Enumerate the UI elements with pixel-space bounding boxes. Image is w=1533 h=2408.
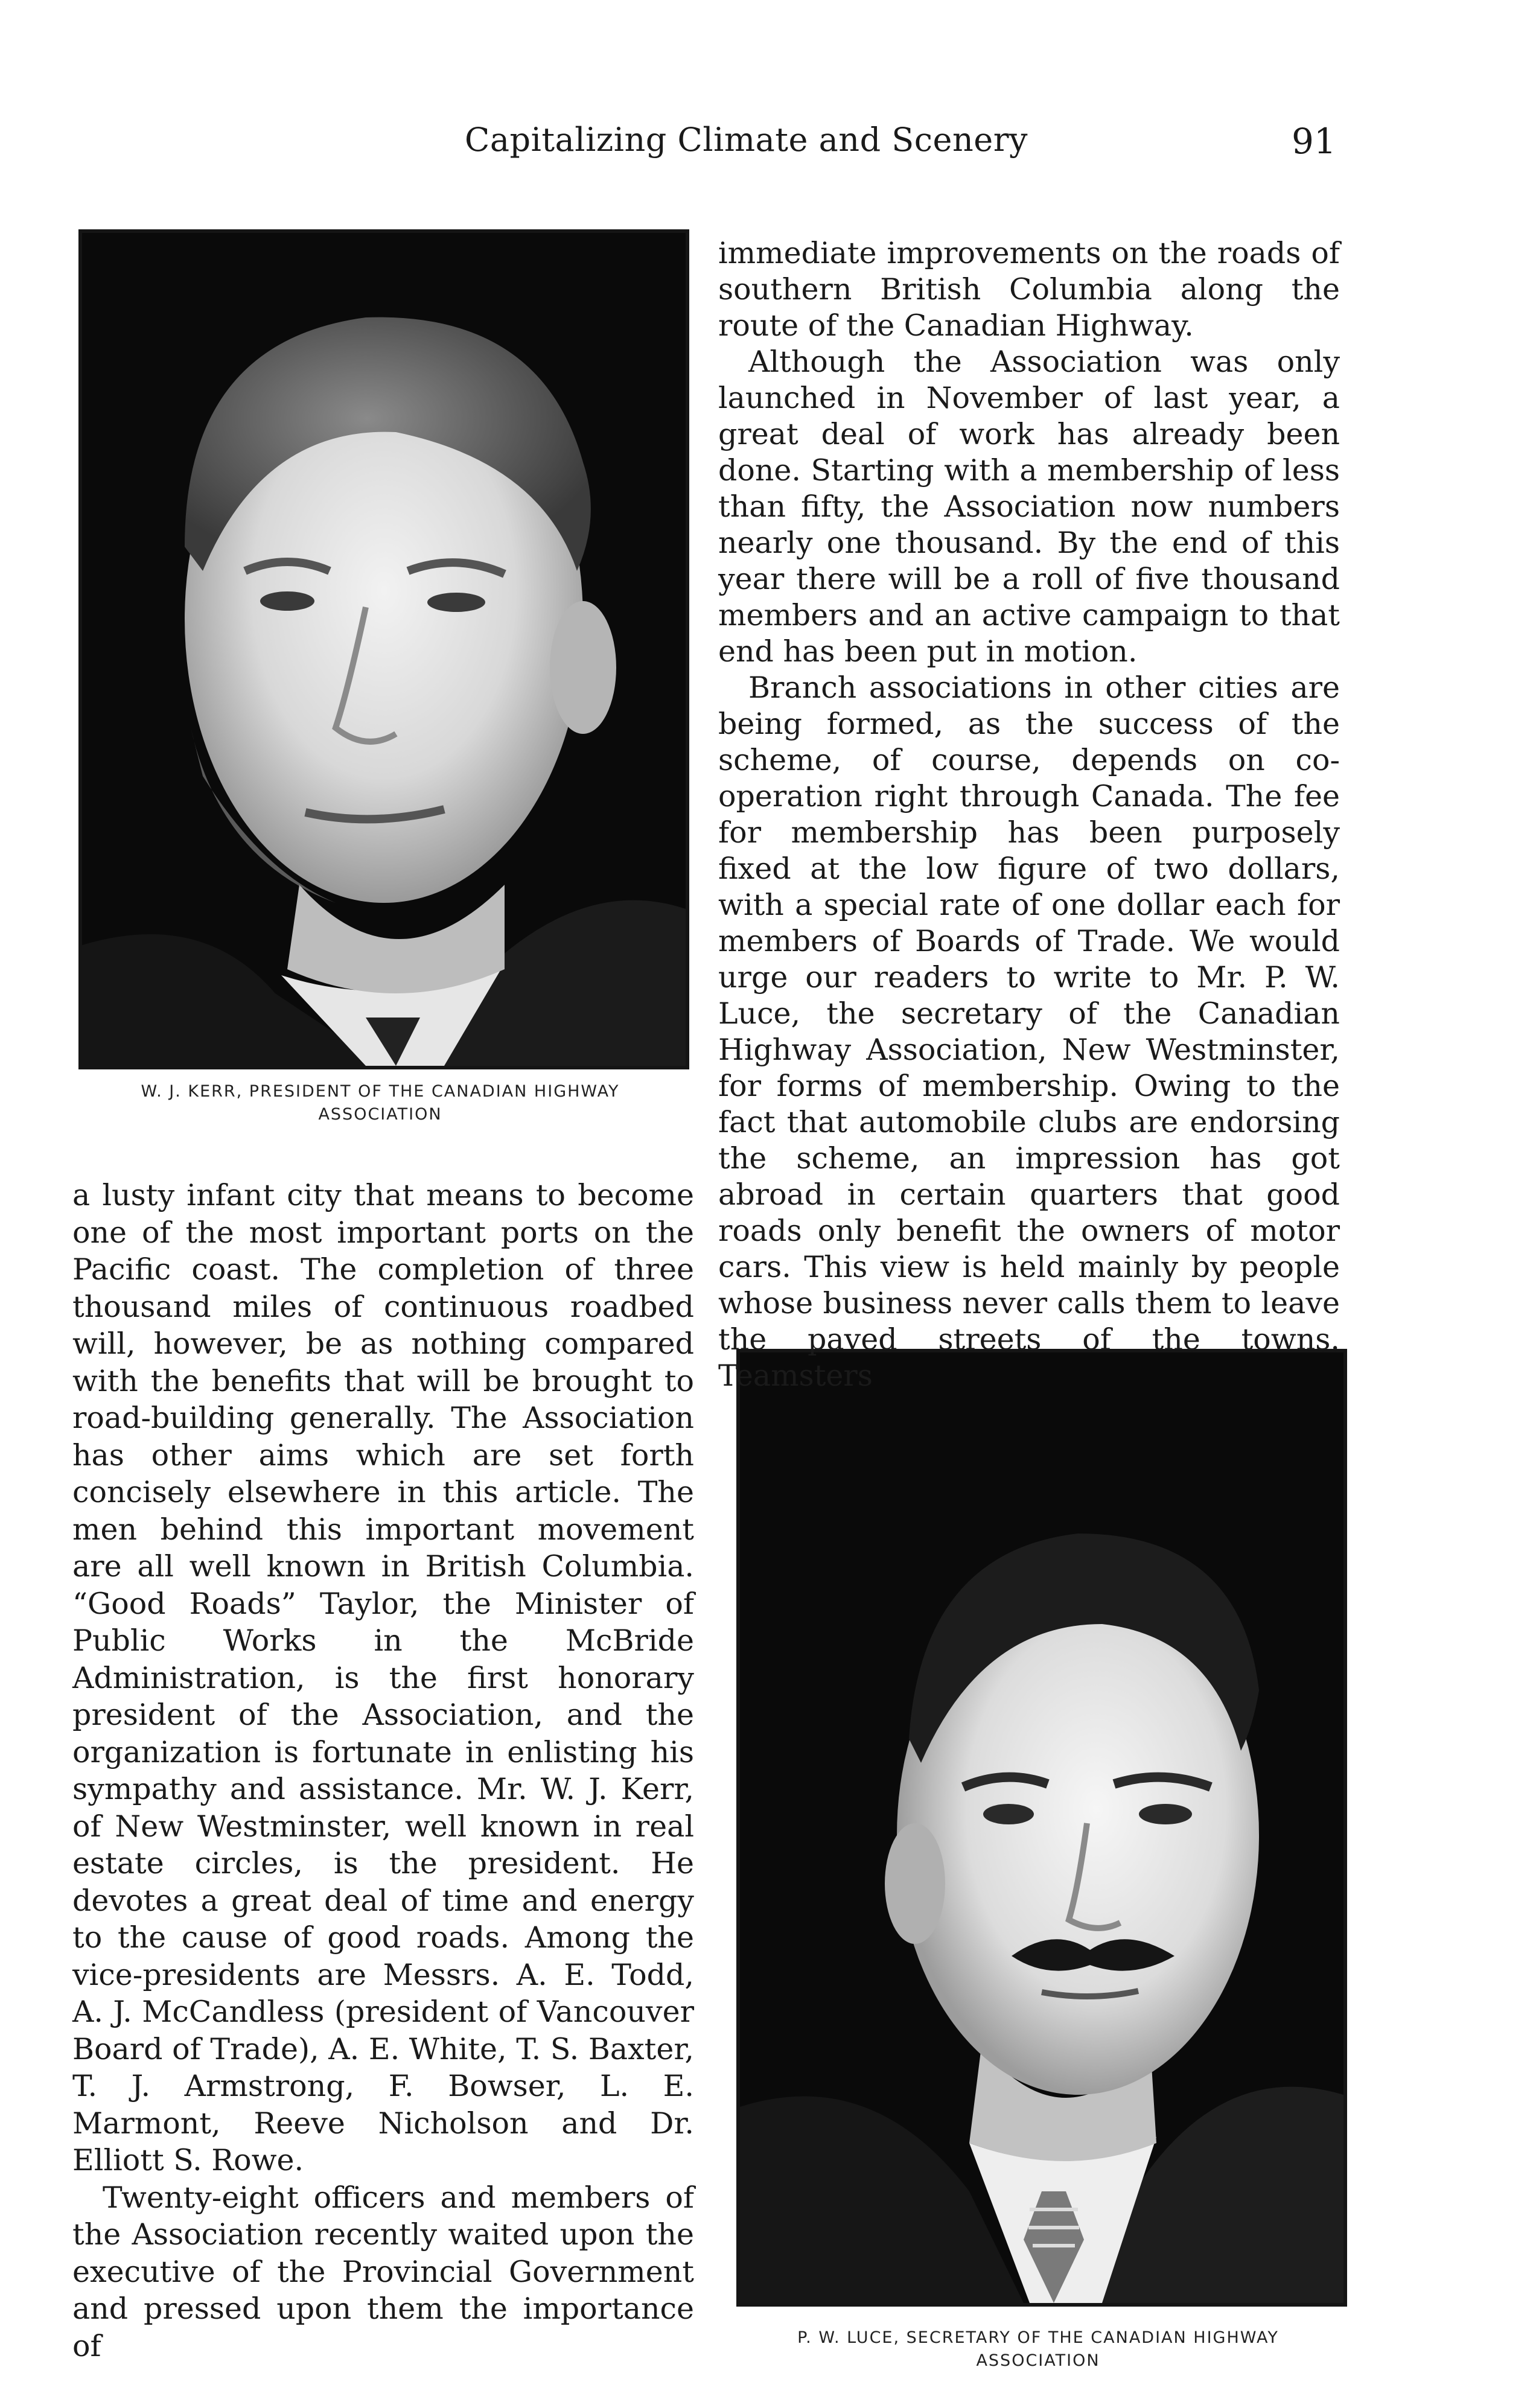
caption-line: P. W. LUCE, SECRETARY OF THE CANADIAN HIGHWAY — [797, 2328, 1279, 2347]
caption-line: ASSOCIATION — [976, 2351, 1100, 2370]
figure-caption-luce — [718, 2327, 1358, 2372]
caption-line: W. J. KERR, PRESIDENT OF THE CANADIAN HIGHWAY — [141, 1082, 620, 1101]
paragraph: Branch associations in other cities are being formed, as the success of the scheme, of course, depends on co-operation right through Canada. The fee for membership has been purposely fixed at the low figure of two dollars, with a special rate of one dollar each for members of Boards of Trade. We would urge our readers to write to Mr. P. W. Luce, the secretary of the Canadian Highway Association, New Westminster, for forms of membership. Owing to the fact that automobile clubs are endorsing the scheme, an impression has got abroad in certain quarters that good roads only benefit the owners of motor cars. This view is held mainly by people whose business never calls them to leave the paved streets of the towns. Teamsters — [718, 670, 1340, 1393]
figure-caption-kerr — [60, 1080, 700, 1126]
portrait-photo-kerr — [78, 229, 689, 1069]
running-head: Capitalizing Climate and Scenery — [465, 121, 1028, 159]
caption-line: ASSOCIATION — [318, 1105, 442, 1124]
body-text-left-column — [72, 1177, 694, 2365]
body-text-right-column — [718, 235, 1340, 1394]
portrait-photo-luce — [736, 1349, 1347, 2307]
page-number: 91 — [1292, 121, 1336, 162]
paragraph: Although the Association was only launched in November of last year, a great deal of work has already been done. Starting with a membership of less than fifty, the Association now numbers nearly one thousand. By the end of this year there will be a roll of five thousand members and an active campaign to that end has been put in motion. — [718, 345, 1340, 669]
paragraph: a lusty infant city that means to become one of the most important ports on the Pacific coast. The completion of three thousand miles of continuous roadbed will, however, be as nothing compared with the benefits that will be brought to road-building generally. The Association has other aims which are set forth concisely elsewhere in this article. The men behind this important movement are all well known in British Columbia. “Good Roads” Taylor, the Minister of Public Works in the McBride Administration, is the first honorary president of the Association, and the organization is fortunate in enlisting his sympathy and assistance. Mr. W. J. Kerr, of New Westminster, well known in real estate circles, is the president. He devotes a great deal of time and energy to the cause of good roads. Among the vice-presidents are Messrs. A. E. Todd, A. J. McCandless (president of Vancouver Board of Trade), A. E. White, T. S. Baxter, T. J. Armstrong, F. Bowser, L. E. Marmont, Reeve Nicholson and Dr. Elliott S. Rowe. — [72, 1178, 694, 2177]
paragraph: immediate improvements on the roads of southern British Columbia along the route of the Canadian Highway. — [718, 236, 1340, 343]
paragraph: Twenty-eight officers and members of the Association recently waited upon the executive of the Provincial Government and pressed upon them the importance of — [72, 2180, 694, 2363]
